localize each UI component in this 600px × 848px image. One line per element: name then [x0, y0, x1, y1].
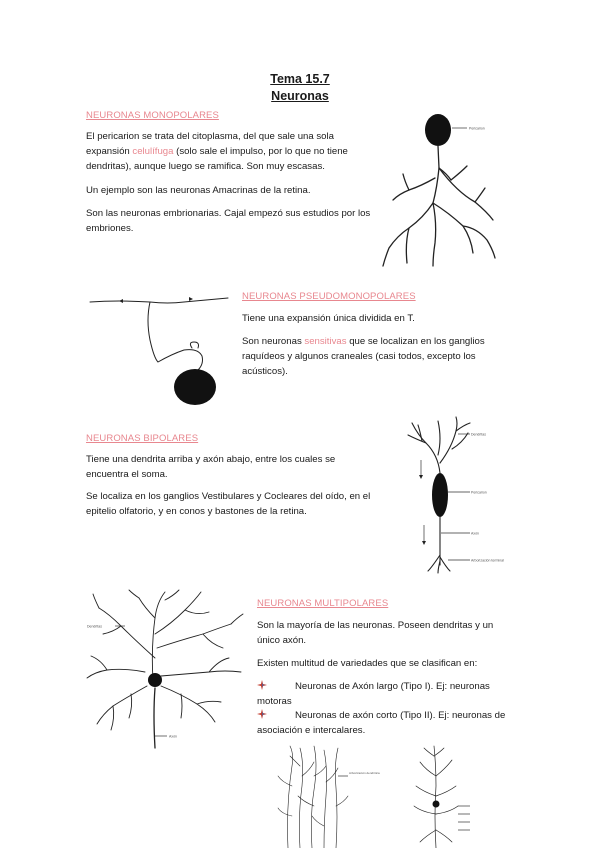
bipolares-paragraph-1: Tiene una dendrita arriba y axón abajo, entre los cuales se encuentra el soma. [86, 454, 336, 480]
label-dendritas: Dendritas [471, 432, 486, 437]
monopolares-paragraph-3: Son las neuronas embrionarias. Cajal empezó sus estudios por los embriones. [86, 208, 371, 234]
multipolares-bullet-1 [257, 679, 509, 709]
text-segment: El pericarion se trata del citoplasma, del que sale una sola expansión [86, 131, 334, 157]
text-segment: que se localizan en los ganglios raquídeos y algunos craneales (casi todos, excepto los acústicos). [242, 336, 485, 377]
heading-monopolares: NEURONAS MONOPOLARES [86, 110, 219, 121]
arrow-left-icon [189, 297, 193, 301]
neuron-fibers [90, 298, 228, 370]
highlight-celulifuga: celulífuga [132, 146, 174, 157]
label-pericarion: Pericarion [469, 126, 485, 131]
page-title: Tema 15.7 [270, 72, 330, 86]
heading-multipolares: NEURONAS MULTIPOLARES [257, 598, 389, 609]
monopolares-paragraph-1 [86, 129, 371, 174]
bipolares-paragraph-2: Se localiza en los ganglios Vestibulares y Cocleares del oído, en el epitelio olfatorio, y en conos y bastones de la retina. [86, 491, 371, 517]
bullet-star-icon [257, 680, 267, 690]
heading-bipolares: NEURONAS BIPOLARES [86, 433, 199, 444]
text-segment: (solo sale el impulso, por lo que no tiene dendritas), aunque luego se ramifica. Son muy escasas. [86, 146, 348, 172]
multipolar-neuron-figure [85, 588, 255, 753]
multipolares-paragraph-1: Son la mayoría de las neuronas. Poseen dendritas y un único axón. [257, 620, 494, 646]
arrow-left-icon [119, 299, 123, 303]
arrow-down-icon [422, 541, 426, 545]
bullet-1-text: Neuronas de Axón largo (Tipo I). Ej: neuronas motoras [257, 681, 490, 707]
soma-shape [148, 673, 162, 687]
neuron-branches [383, 146, 495, 266]
text-segment: Son neuronas [242, 336, 305, 347]
axon-shape [154, 688, 155, 748]
label-axon: Axón [471, 531, 479, 536]
bullet-star-icon [257, 709, 267, 719]
pseudomonopolares-paragraph-2 [242, 334, 504, 379]
label-arborizacion-terminal: Arborización terminal [471, 558, 504, 563]
monopolares-paragraph-2: Un ejemplo son las neuronas Amacrinas de la retina. [86, 185, 311, 196]
soma-shape [432, 473, 448, 517]
highlight-sensitivas: sensitivas [304, 336, 347, 347]
multipolar-cells-drawing-right [412, 746, 512, 848]
multipolares-bullet-2 [257, 708, 509, 738]
monopolar-neuron-figure [375, 108, 510, 273]
heading-pseudomonopolares: NEURONAS PSEUDOMONOPOLARES [242, 291, 416, 302]
pseudomonopolar-neuron-figure [88, 290, 238, 410]
multipolares-paragraph-2: Existen multitud de variedades que se clasifican en: [257, 658, 478, 669]
label-arborizacion-dendritica: Arborización dendrítica [349, 771, 380, 775]
label-dendritas: Dendritas [87, 624, 102, 629]
label-axon: Axón [169, 734, 177, 739]
soma-shape [433, 801, 440, 808]
page-subtitle: Neuronas [271, 89, 329, 103]
soma-shape [174, 369, 216, 405]
dendritic-tree [87, 590, 243, 730]
bipolar-neuron-figure [398, 415, 508, 575]
dendritic-tree [414, 746, 458, 848]
soma-shape [425, 114, 451, 146]
dendritic-bundle [278, 746, 348, 848]
bullet-2-text: Neuronas de axón corto (Tipo II). Ej: neuronas de asociación e intercalares. [257, 710, 506, 736]
pseudomonopolares-paragraph-1: Tiene una expansión única dividida en T. [242, 313, 415, 324]
arrow-down-icon [419, 475, 423, 479]
multipolar-cells-drawing-left [278, 746, 380, 848]
label-pericarion: Pericarion [471, 490, 487, 495]
